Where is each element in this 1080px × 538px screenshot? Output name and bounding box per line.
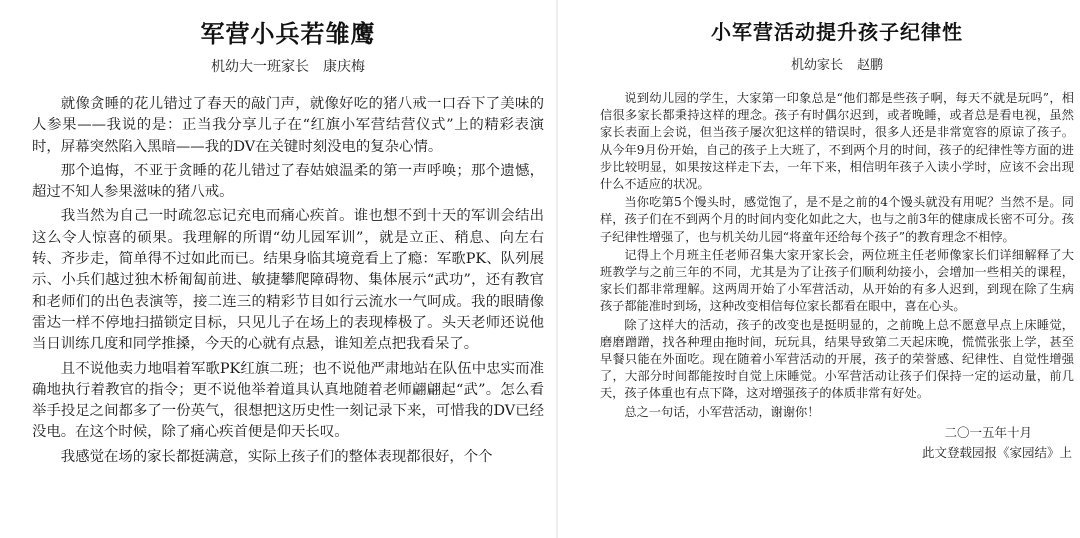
right-paragraph-3: 记得上个月班主任老师召集大家开家长会，两位班主任老师像家长们详细解释了大班教学与之前三年的不同，尤其是为了让孩子们顺利幼接小，会增加一些相关的课程，家长们都非常理解。这两周开始了小军营活动，从开始的有多人迟到，到现在除了生病孩子都能准时到场，这种改变相信每位家长都看在眼中，喜在心头。 (600, 247, 1074, 314)
right-paragraph-1: 说到幼儿园的学生，大家第一印象总是“他们都是些孩子啊，每天不就是玩吗”，相信很多家长都秉持这样的理念。孩子有时偶尔迟到，或者晚睡，或者总是看电视，虽然家长表面上会说，但当孩子屡次犯这样的错误时，很多人还是非常宽容的原谅了孩子。从今年9月份开始，自己的孩子上大班了，不到两个月的时间，孩子的纪律性等方面的进步比较明显，如果按这样走下去，一年下来，相信明年孩子入读小学时，应该不会出现什么不适应的状况。 (600, 91, 1074, 192)
left-paragraph-2: 那个追悔，不亚于贪睡的花儿错过了春姑娘温柔的第一声呼唤；那个遗憾，超过不知人参果滋味的猪八戒。 (32, 162, 544, 201)
left-article-byline (32, 56, 544, 84)
left-paragraph-1: 就像贪睡的花儿错过了春天的敲门声，就像好吃的猪八戒一口吞下了美味的人参果——我说的是：正当我分享儿子在“红旗小军营结营仪式”上的精彩表演时，屏幕突然陷入黑暗——我的DV在关键时刻没电的复杂心情。 (32, 96, 544, 155)
right-article-body (600, 90, 1074, 461)
right-paragraph-5: 总之一句话，小军营活动，谢谢你！ (624, 404, 820, 419)
left-article (32, 0, 544, 471)
left-article-title: 军营小兵若雏鹰 (200, 19, 376, 48)
right-author-name: 赵鹏 (857, 58, 884, 73)
left-paragraph-4: 且不说他卖力地唱着军歌PK红旗二班；也不说他严肃地站在队伍中忠实而准确地执行着教官的指令；更不说他举着道具认真地随着老师翩翩起“武”。怎么看举手投足之间都多了一份英气，很想把这历史性一刻记录下来，可惜我的DV已经没电。在这个时候，除了痛心疾首便是仰天长叹。 (32, 360, 544, 441)
column-divider (556, 0, 558, 538)
article-date: 二〇一五年十月 (944, 424, 1032, 440)
right-article (600, 0, 1074, 461)
right-article-byline (600, 54, 1074, 80)
right-article-title: 小军营活动提升孩子纪律性 (711, 20, 963, 44)
left-author-class: 机幼大一班家长 (211, 59, 309, 75)
left-article-body (32, 94, 544, 468)
left-paragraph-5: 我感觉在场的家长都挺满意，实际上孩子们的整体表现都很好，个个 (60, 448, 493, 465)
right-paragraph-4: 除了这样大的活动，孩子的改变也是挺明显的，之前晚上总不愿意早点上床睡觉，磨磨蹭蹭，找各种理由拖时间，玩玩具，结果导致第二天起床晚，慌慌张张上学，甚至早餐只能在外面吃。现在随着小军营活动的开展，孩子的荣誉感、纪律性、自觉性增强了，大部分时间都能按时自觉上床睡觉。小军营活动让孩子们保持一定的运动量，前几天，孩子体重也有点下降，这对增强孩子的体质非常有好处。 (600, 317, 1074, 401)
left-author-name: 康庆梅 (323, 59, 365, 75)
left-paragraph-3: 我当然为自己一时疏忽忘记充电而痛心疾首。谁也想不到十天的军训会结出这么令人惊喜的硕果。我理解的所谓“幼儿园军训”，就是立正、稍息、向左右转、齐步走，简单得不过如此而已。结果身临其境竟看上了瘾：军歌PK、队列展示、小兵们越过独木桥匍匐前进、敏捷攀爬障碍物、集体展示“武功”，还有教官和老师们的出色表演等，接二连三的精彩节目如行云流水一气呵成。我的眼睛像雷达一样不停地扫描锁定目标，只见儿子在场上的表现棒极了。头天老师还说他当日训练几度和同学推搡，今天的心就有点悬，谁知差点把我看呆了。 (32, 208, 544, 353)
publication-note: 此文登载园报《家园结》上 (921, 445, 1072, 461)
right-paragraph-2: 当你吃第5个馒头时，感觉饱了，是不是之前的4个馒头就没有用呢？当然不是。同样，孩子们在不到两个月的时间内变化如此之大，也与之前3年的健康成长密不可分。孩子纪律性增强了，也与机关幼儿园“将童年还给每个孩子”的教育理念不相悖。 (600, 195, 1074, 244)
right-author-class: 机幼家长 (790, 58, 843, 73)
